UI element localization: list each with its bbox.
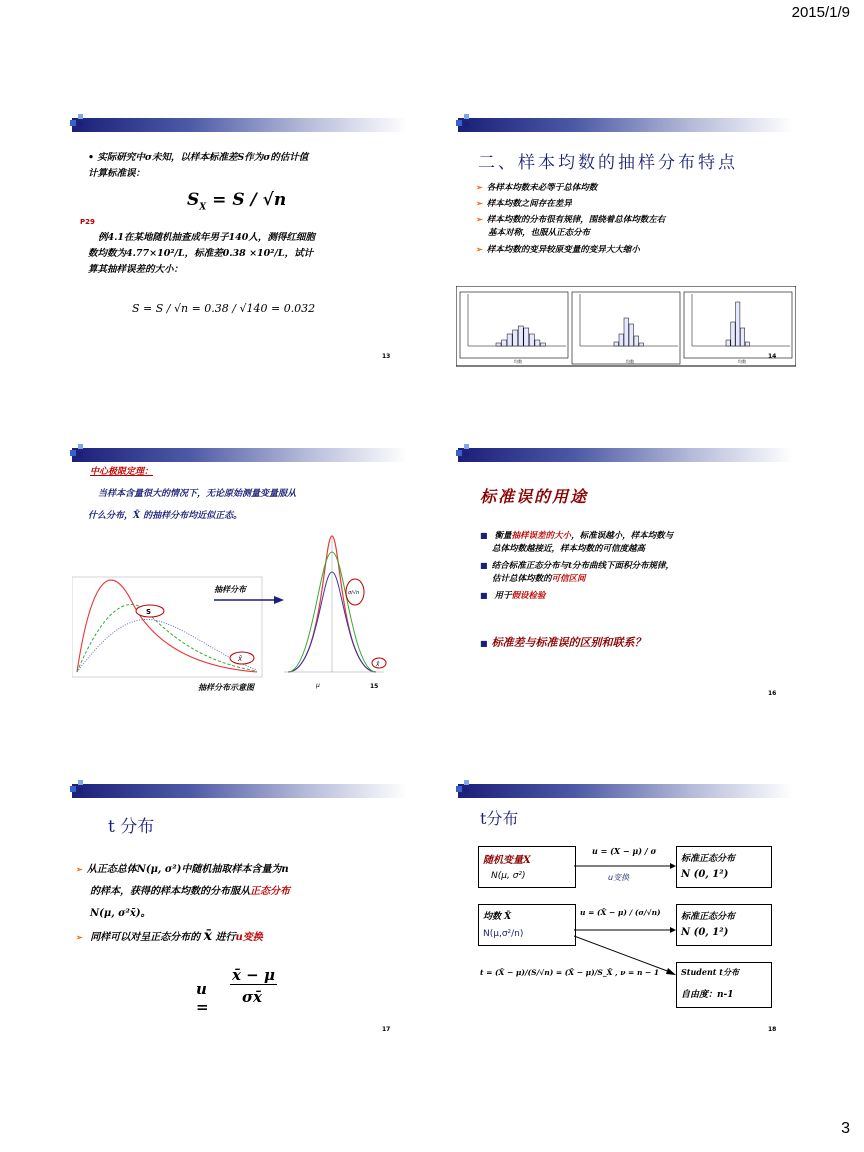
- slide-number: 17: [382, 1026, 391, 1033]
- skewed-curve-blue: [77, 619, 257, 672]
- logo-squares: [456, 444, 476, 462]
- slide-title: t分布: [480, 809, 519, 828]
- histogram-panels: [456, 286, 796, 368]
- slide-title: 标准误的用途: [480, 487, 589, 506]
- u-transform-label: u变换: [608, 873, 630, 882]
- title-bar: [72, 118, 407, 132]
- histogram-bar: [524, 328, 529, 346]
- histogram-bar: [634, 336, 639, 346]
- theorem-line-2: 什么分布，X̄ 的抽样分布均近似正态。: [88, 511, 243, 521]
- std-normal-box-2: 标准正态分布 N (0, 1²): [676, 904, 772, 946]
- bullet-3-cont: 基本对称，也服从正态分布: [488, 228, 591, 238]
- u-transform-1: u = (X − μ) / σ: [592, 846, 657, 856]
- logo-squares: [456, 780, 476, 798]
- std-normal-box-1: 标准正态分布 N (0, 1²): [676, 846, 772, 888]
- sampling-distribution-diagram: [72, 532, 412, 682]
- skewed-curve-green: [77, 605, 257, 673]
- bullet-4: ➢ 样本均数的变异较原变量的变异大大缩小: [476, 242, 640, 257]
- slide-16: [458, 448, 798, 703]
- histogram-bar: [502, 340, 507, 346]
- slide-number: 13: [382, 353, 391, 360]
- title-bar: [72, 448, 407, 462]
- histogram-bar: [529, 334, 534, 346]
- theorem-heading: 中心极限定理：: [90, 467, 154, 477]
- histogram-bar: [736, 302, 740, 346]
- histogram-bar: [619, 334, 624, 346]
- histogram-bar: [496, 343, 501, 346]
- use-bullet-1-cont: 总体均数越接近，样本均数的可信度越高: [492, 544, 646, 554]
- slide-title: t 分布: [108, 817, 155, 837]
- hist2-xlabel: 均数: [626, 359, 634, 364]
- histogram-bar: [726, 340, 730, 346]
- bullet-2: ➢ 样本均数之间存在差异: [476, 196, 572, 211]
- sigma-label: σ/√n: [348, 590, 360, 596]
- standard-error-formula: $S_X = S / √n$: [187, 190, 287, 213]
- slide-number: 16: [768, 690, 777, 697]
- hist3-xlabel: 均数: [738, 359, 746, 364]
- slide-13: [72, 118, 412, 373]
- histogram-bar: [513, 330, 518, 346]
- histogram-bar: [614, 342, 619, 346]
- example-line-1: 例4.1在某地随机抽查成年男子140人，测得红细胞: [98, 232, 315, 243]
- example-line-2: 数均数为4.77×10²/L，标准差0.38 ×10²/L，试计: [88, 248, 314, 259]
- logo-squares: [70, 444, 90, 462]
- logo-squares: [70, 114, 90, 132]
- use-bullet-2-cont: 估计总体均数的可信区间: [492, 574, 586, 584]
- comparison-question: ■ 标准差与标准误的区别和联系？: [480, 634, 646, 650]
- logo-squares: [456, 114, 476, 132]
- diagram-caption: 抽样分布示意图: [198, 682, 254, 692]
- histogram-bar: [507, 334, 512, 346]
- arrow-1: [574, 862, 676, 870]
- calculation: S = S / √n = 0.38 / √140 = 0.032: [132, 302, 316, 315]
- histogram-bar: [740, 328, 744, 346]
- slide-number: 15: [370, 683, 379, 690]
- mu-label: μ: [316, 682, 320, 689]
- arrow-label: 抽样分布: [214, 585, 246, 594]
- intro-line-2: 计算标准误：: [88, 168, 146, 179]
- student-t-box: Student t分布 自由度：n-1: [676, 962, 772, 1008]
- page-number: 3: [841, 1120, 850, 1137]
- histogram-bar: [518, 326, 523, 346]
- xbar2-label: X̄: [376, 662, 380, 668]
- title-bar: [72, 784, 407, 798]
- sample-mean-box: 均数 X̄ N(μ,σ²/n): [478, 904, 576, 946]
- histogram-bar: [745, 342, 749, 346]
- tdist-line-1: ➢ 从正态总体N(μ, σ²)中随机抽取样本含量为n: [76, 860, 289, 875]
- slide-number: 18: [768, 1026, 777, 1033]
- histogram-bar: [731, 322, 735, 346]
- logo-squares: [70, 780, 90, 798]
- bullet-3: ➢ 样本均数的分布很有规律，围绕着总体均数左右: [476, 212, 665, 227]
- xbar-label: X̄: [238, 656, 243, 663]
- intro-line-1: • 实际研究中σ未知，以样本标准差S作为σ的估计值: [88, 152, 309, 163]
- slide-14: [458, 118, 798, 373]
- use-bullet-2: ■ 结合标准正态分布与t分布曲线下面积分布规律，: [480, 558, 674, 573]
- slide-18: [458, 784, 798, 1039]
- tdist-line-3: N(μ, σ²x̄)。: [90, 908, 151, 919]
- hist1-xlabel: 均数: [514, 359, 522, 364]
- use-bullet-1: ■ 衡量抽样误差的大小，标准误越小，样本均数与: [480, 528, 673, 543]
- title-bar: [458, 448, 793, 462]
- slide-15: [72, 448, 412, 703]
- example-line-3: 算其抽样误差的大小：: [88, 264, 184, 275]
- histogram-bar: [639, 343, 644, 346]
- histogram-bar: [535, 340, 540, 346]
- s-label: S: [146, 608, 152, 616]
- slide-17: t 分布 ➢ 从正态总体N(μ, σ²)中随机抽取样本含量为n 的样本，获得的样本均数的分布服从正态分布 N(μ, σ²x̄)。 ➢ 同样可以对呈正态分布的 x̄ 进行u变换 u = x̄ − μ σx̄ 17: [72, 784, 412, 1039]
- page-reference: P29: [80, 218, 95, 226]
- title-bar: [458, 118, 793, 132]
- histogram-bar: [629, 324, 634, 346]
- random-variable-box: 随机变量X N(μ, σ²): [478, 846, 576, 888]
- histogram-bar: [540, 343, 545, 346]
- t-statistic-formula: t = (X̄ − μ)/(S/√n) = (X̄ − μ)/S_X̄ , ν = n − 1: [480, 968, 660, 977]
- histogram-bar: [624, 318, 629, 346]
- theorem-line-1: 当样本含量很大的情况下，无论原始测量变量服从: [98, 489, 297, 499]
- print-date: 2015/1/9: [791, 4, 850, 21]
- slide-title: 二、样本均数的抽样分布特点: [478, 153, 738, 173]
- u-transform-2: u = (X̄ − μ) / (σ/√n): [580, 908, 661, 917]
- arrow-head: [274, 596, 284, 604]
- title-bar: [458, 784, 793, 798]
- tdist-line-2: 的样本，获得的样本均数的分布服从正态分布: [90, 886, 290, 897]
- use-bullet-3: ■ 用于假设检验: [480, 588, 546, 603]
- slide-number: 14: [768, 353, 777, 360]
- bullet-1: ➢ 各样本均数未必等于总体均数: [476, 180, 597, 195]
- tdist-line-4: ➢ 同样可以对呈正态分布的 x̄ 进行u变换: [76, 928, 263, 944]
